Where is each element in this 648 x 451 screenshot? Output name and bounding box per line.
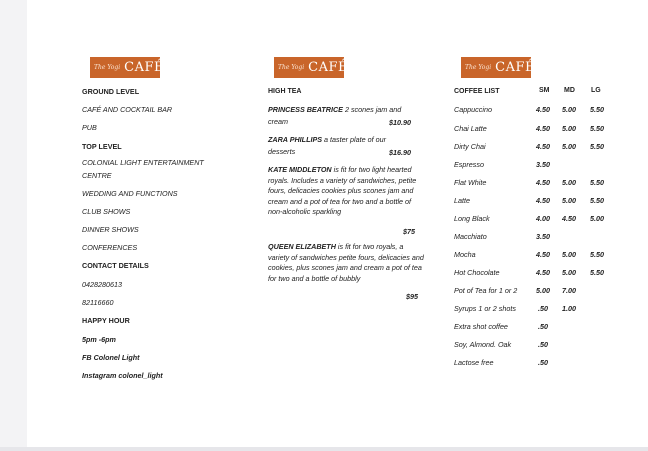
high-tea-item [268, 135, 386, 145]
item-desc: a taster plate of our [322, 135, 386, 144]
coffee-name: Chai Latte [454, 124, 487, 133]
coffee-name: Lactose free [454, 358, 494, 367]
price-md: 5.00 [562, 268, 576, 277]
price-md: 4.50 [562, 214, 576, 223]
venue-info-item: FB Colonel Light [82, 353, 140, 362]
logo-mark: The Yogi [278, 63, 305, 71]
coffee-name: Long Black [454, 214, 490, 223]
item-name: ZARA PHILLIPS [268, 135, 323, 144]
price-lg: 5.50 [590, 196, 604, 205]
item-name: KATE MIDDLETON [268, 165, 332, 174]
venue-info-item: CONFERENCES [82, 243, 138, 252]
item-desc-line2: cream [268, 117, 288, 126]
logo-word: CAFÉ [495, 60, 535, 75]
price-md: 1.00 [562, 304, 576, 313]
venue-info-item: Instagram colonel_light [82, 371, 163, 380]
cafe-logo-left [90, 57, 164, 78]
price-sm: 4.50 [536, 124, 550, 133]
high-tea-item [268, 165, 426, 218]
price-md: 5.00 [562, 250, 576, 259]
price-sm: .50 [538, 340, 548, 349]
coffee-name: Pot of Tea for 1 or 2 [454, 286, 518, 295]
item-price: $95 [406, 292, 418, 301]
price-lg: 5.50 [590, 250, 604, 259]
size-header-md: MD [564, 87, 575, 94]
price-md: 5.00 [562, 178, 576, 187]
price-sm: 5.00 [536, 286, 550, 295]
price-md: 7.00 [562, 286, 576, 295]
price-sm: 4.50 [536, 196, 550, 205]
price-sm: 4.50 [536, 178, 550, 187]
price-sm: 4.50 [536, 250, 550, 259]
page-bottom-edge [0, 447, 648, 451]
venue-info-item: 5pm -6pm [82, 335, 116, 344]
coffee-name: Macchiato [454, 232, 487, 241]
cafe-logo-middle [274, 57, 348, 78]
high-tea-item [268, 105, 401, 115]
venue-info-item: HAPPY HOUR [82, 316, 130, 325]
venue-info-item: 0428280613 [82, 280, 122, 289]
item-price: $75 [403, 227, 415, 236]
size-header-lg: LG [591, 87, 601, 94]
coffee-name: Cappuccino [454, 105, 492, 114]
price-lg: 5.50 [590, 105, 604, 114]
venue-info-item: DINNER SHOWS [82, 225, 139, 234]
coffee-name: Latte [454, 196, 470, 205]
high-tea-item [268, 242, 426, 284]
venue-info-item: PUB [82, 123, 97, 132]
price-sm: 4.00 [536, 214, 550, 223]
price-sm: 4.50 [536, 142, 550, 151]
price-lg: 5.50 [590, 178, 604, 187]
price-sm: .50 [538, 322, 548, 331]
price-md: 5.00 [562, 105, 576, 114]
price-sm: 3.50 [536, 160, 550, 169]
price-sm: 3.50 [536, 232, 550, 241]
item-desc: is fit for two light hearted royals. Includes a variety of sandwiches, petite fours, delicacies cookies plus scones jam and cream and a pot of tea for two and a bottle of non-alcoholic sparkling [268, 165, 417, 217]
price-sm: 4.50 [536, 105, 550, 114]
price-md: 5.00 [562, 142, 576, 151]
item-desc-line2: desserts [268, 147, 296, 156]
logo-word: CAFÉ [308, 60, 348, 75]
item-desc: 2 scones jam and [342, 105, 402, 114]
logo-word: CAFÉ [124, 60, 164, 75]
coffee-name: Hot Chocolate [454, 268, 500, 277]
logo-mark: The Yogi [465, 63, 492, 71]
venue-info-item: COLONIAL LIGHT ENTERTAINMENT [82, 158, 204, 167]
price-sm: .50 [538, 358, 548, 367]
coffee-name: Dirty Chai [454, 142, 486, 151]
price-md: 5.00 [562, 196, 576, 205]
cafe-logo-right [461, 57, 535, 78]
price-sm: .50 [538, 304, 548, 313]
item-desc: is fit for two royals, a variety of sandwiches petite fours, delicacies and cookies, plus scones jam and cream a pot of tea for two and a bottle of bubbly [268, 242, 424, 283]
price-lg: 5.50 [590, 142, 604, 151]
item-name: PRINCESS BEATRICE [268, 105, 343, 114]
logo-mark: The Yogi [94, 63, 121, 71]
venue-info-item: CLUB SHOWS [82, 207, 131, 216]
venue-info-item: CENTRE [82, 171, 112, 180]
coffee-name: Soy, Almond. Oak [454, 340, 512, 349]
item-price: $10.90 [389, 118, 411, 127]
item-price: $16.90 [389, 148, 411, 157]
coffee-name: Syrups 1 or 2 shots [454, 304, 516, 313]
size-header-sm: SM [539, 87, 550, 94]
coffee-name: Extra shot coffee [454, 322, 508, 331]
venue-info-item: TOP LEVEL [82, 142, 122, 151]
coffee-list-heading: COFFEE LIST [454, 88, 500, 95]
price-lg: 5.50 [590, 124, 604, 133]
price-lg: 5.00 [590, 214, 604, 223]
high-tea-heading: HIGH TEA [268, 88, 302, 95]
venue-info-item: 82116660 [82, 298, 114, 307]
price-md: 5.00 [562, 124, 576, 133]
coffee-name: Flat White [454, 178, 487, 187]
price-lg: 5.50 [590, 268, 604, 277]
venue-info-item: CONTACT DETAILS [82, 261, 149, 270]
coffee-name: Espresso [454, 160, 484, 169]
price-sm: 4.50 [536, 268, 550, 277]
coffee-name: Mocha [454, 250, 476, 259]
item-name: QUEEN ELIZABETH [268, 242, 336, 251]
venue-info-item: GROUND LEVEL [82, 87, 140, 96]
venue-info-item: WEDDING AND FUNCTIONS [82, 189, 178, 198]
venue-info-item: CAFÉ AND COCKTAIL BAR [82, 105, 173, 114]
